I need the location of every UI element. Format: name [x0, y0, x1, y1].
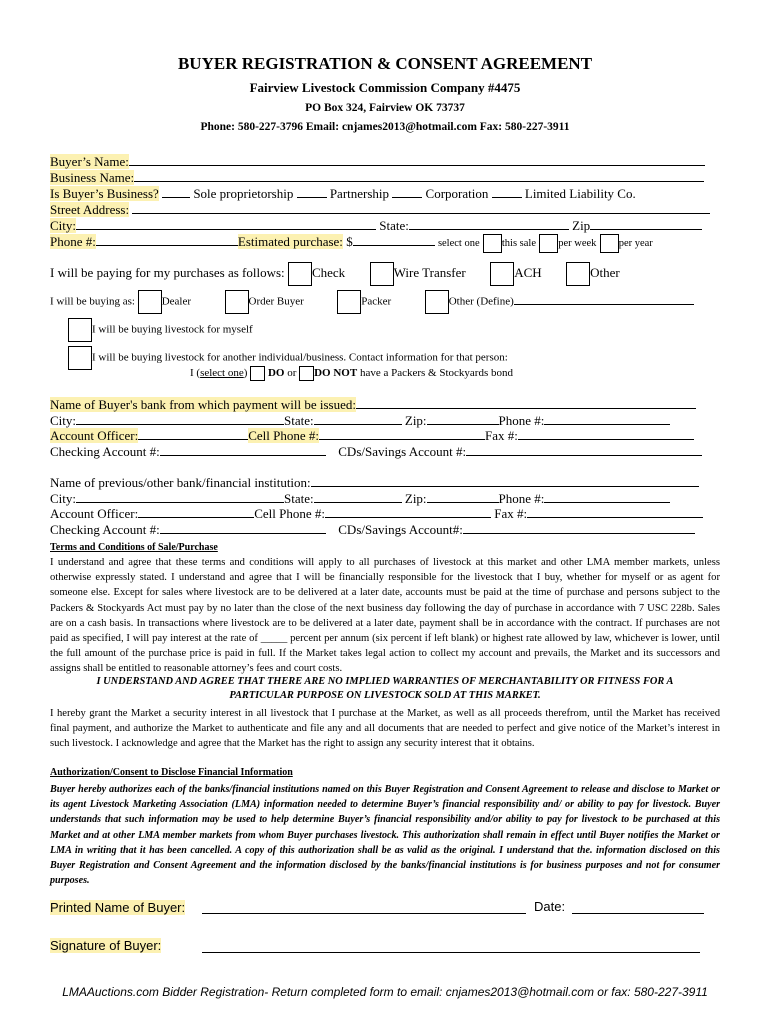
this-sale-label: this sale — [501, 238, 536, 249]
buying-as-label: I will be buying as: — [50, 295, 135, 308]
dealer-label: Dealer — [161, 295, 191, 308]
street-label: Street Address: — [50, 202, 130, 217]
signature-field[interactable] — [202, 939, 700, 953]
bank2-cell-field[interactable] — [325, 505, 491, 518]
bond-do-not-label: DO NOT — [314, 367, 358, 380]
bond-do-not-checkbox[interactable] — [299, 366, 314, 381]
warranty-line-1 — [0, 676, 770, 687]
another-label: I will be buying livestock for another individual/business. Contact information for that person: — [92, 351, 508, 364]
ach-checkbox[interactable] — [490, 262, 514, 286]
street-field[interactable] — [132, 201, 710, 214]
estimated-purchase-label: Estimated purchase: — [237, 234, 343, 249]
bank1-cell-label: Cell Phone #: — [248, 428, 319, 443]
phone-row — [50, 233, 653, 253]
bank2-city-label: City: — [50, 491, 77, 506]
auth-heading: Authorization/Consent to Disclose Financial Information — [50, 767, 293, 778]
other-define-checkbox[interactable] — [425, 290, 449, 314]
packer-label: Packer — [361, 295, 392, 308]
bank1-phone-label: Phone #: — [498, 413, 545, 428]
bond-prefix: I ( — [190, 367, 201, 380]
myself-row — [68, 318, 253, 342]
bank1-name-label: Name of Buyer's bank from which payment will be issued: — [50, 397, 356, 412]
business-type-blank-partnership[interactable] — [297, 185, 327, 198]
bank2-fax-field[interactable] — [527, 505, 703, 518]
other-payment-checkbox[interactable] — [566, 262, 590, 286]
bank1-cds-field[interactable] — [466, 443, 702, 456]
select-one-label: select one — [437, 238, 480, 249]
business-name-field[interactable] — [134, 169, 704, 182]
bank2-checking-label: Checking Account #: — [50, 522, 160, 537]
zip-label: Zip — [572, 218, 591, 233]
bank2-state-label: State: — [284, 491, 314, 506]
business-name-label: Business Name: — [50, 170, 135, 185]
bank1-checking-label: Checking Account #: — [50, 444, 160, 459]
terms-paragraph-2: I hereby grant the Market a security interest in all livestock that I purchase at the Market, as well as all proceeds therefrom, until the Market has received final payment, and authorize the Market to authenticate and file any and all documents that are needed to perfect and give notice of the Market’s interest in such livestock. I acknowledge and agree that the Market has the right to assign any security interest that it obtains. — [50, 708, 720, 750]
bank2-cds-label: CDs/Savings Account#: — [338, 522, 463, 537]
zip-field[interactable] — [590, 217, 702, 230]
printed-name-row — [50, 900, 185, 915]
other-payment-label: Other — [590, 264, 620, 280]
bank2-officer-label: Account Officer: — [50, 506, 139, 521]
order-buyer-label: Order Buyer — [248, 295, 304, 308]
bank2-officer-row — [50, 505, 703, 522]
bond-row — [190, 366, 513, 381]
bank2-phone-label: Phone #: — [498, 491, 545, 506]
date-label: Date: — [534, 899, 566, 914]
buyer-name-row — [50, 153, 705, 170]
this-sale-checkbox[interactable] — [483, 234, 502, 253]
packer-checkbox[interactable] — [337, 290, 361, 314]
business-type-llc: Limited Liability Co. — [524, 186, 636, 201]
city-field[interactable] — [76, 217, 376, 230]
bank2-name-field[interactable] — [311, 474, 699, 487]
bank2-checking-row — [50, 521, 695, 538]
printed-name-label: Printed Name of Buyer: — [50, 900, 186, 915]
dollar-sign: $ — [346, 234, 353, 249]
state-field[interactable] — [409, 217, 569, 230]
signature-label: Signature of Buyer: — [50, 938, 162, 953]
bank2-fax-label: Fax #: — [494, 506, 528, 521]
bank1-fax-field[interactable] — [518, 427, 694, 440]
dealer-checkbox[interactable] — [138, 290, 162, 314]
bank2-zip-label: Zip: — [404, 491, 427, 506]
street-row — [50, 201, 710, 218]
business-type-label: Is Buyer’s Business? — [50, 186, 159, 201]
check-checkbox[interactable] — [288, 262, 312, 286]
bond-do-label: DO — [267, 367, 285, 380]
bank1-phone-field[interactable] — [544, 412, 670, 425]
company-name: Fairview Livestock Commission Company #4475 — [249, 80, 521, 95]
bank2-state-field[interactable] — [314, 490, 402, 503]
bank2-phone-field[interactable] — [544, 490, 670, 503]
wire-transfer-label: Wire Transfer — [393, 264, 466, 280]
form-title: BUYER REGISTRATION & CONSENT AGREEMENT — [177, 54, 593, 73]
bank1-city-field[interactable] — [76, 412, 284, 425]
bank1-cell-field[interactable] — [319, 427, 485, 440]
bank1-cds-label: CDs/Savings Account #: — [338, 444, 467, 459]
payment-label: I will be paying for my purchases as follows: — [50, 264, 285, 280]
business-type-blank-llc[interactable] — [492, 185, 522, 198]
other-define-label: Other (Define) — [448, 295, 514, 308]
bank1-officer-row — [50, 427, 694, 444]
business-type-blank-corporation[interactable] — [392, 185, 422, 198]
bank1-checking-field[interactable] — [160, 443, 326, 456]
buyer-name-label: Buyer’s Name: — [50, 154, 129, 169]
business-type-row — [50, 185, 636, 202]
business-type-corporation: Corporation — [425, 186, 489, 201]
footer-note: LMAAuctions.com Bidder Registration- Return completed form to email: cnjames2013@hotmail.com or fax: 580-227-3911 — [62, 985, 708, 999]
bond-suffix: ) — [243, 367, 248, 380]
company-contact: Phone: 580-227-3796 Email: cnjames2013@hotmail.com Fax: 580-227-3911 — [200, 121, 570, 133]
bank1-zip-field[interactable] — [427, 412, 499, 425]
bank2-zip-field[interactable] — [427, 490, 499, 503]
bank1-name-field[interactable] — [356, 396, 696, 409]
warranty-text-1: I UNDERSTAND AND AGREE THAT THERE ARE NO IMPLIED WARRANTIES OF MERCHANTABILITY OR FITNESS FOR A — [96, 676, 674, 687]
state-label: State: — [379, 218, 409, 233]
business-type-blank-sole[interactable] — [162, 185, 190, 198]
city-label: City: — [50, 218, 77, 233]
bank1-city-label: City: — [50, 413, 77, 428]
bank1-officer-field[interactable] — [138, 427, 248, 440]
order-buyer-checkbox[interactable] — [225, 290, 249, 314]
warranty-line-2 — [0, 690, 770, 701]
printed-name-field[interactable] — [202, 900, 526, 914]
buyer-name-field[interactable] — [129, 153, 705, 166]
another-checkbox[interactable] — [68, 346, 92, 370]
bank1-checking-row — [50, 443, 702, 460]
per-week-checkbox[interactable] — [539, 234, 558, 253]
bank1-officer-label: Account Officer: — [50, 428, 139, 443]
bank1-zip-label: Zip: — [404, 413, 427, 428]
bank1-state-label: State: — [284, 413, 314, 428]
other-define-field[interactable] — [514, 292, 694, 305]
estimated-purchase-field[interactable] — [353, 233, 435, 246]
ach-label: ACH — [514, 264, 542, 280]
phone-label: Phone #: — [50, 234, 96, 249]
signature-row — [50, 938, 161, 953]
per-year-checkbox[interactable] — [600, 234, 619, 253]
bank1-fax-label: Fax #: — [484, 428, 518, 443]
myself-label: I will be buying livestock for myself — [92, 323, 253, 336]
bond-or: or — [287, 367, 297, 380]
auth-paragraph: Buyer hereby authorizes each of the banks/financial institutions named on this Buyer Registration and Consent Agreement to release and disclose to Market or its agent Livestock Marketing Association (LMA) information needed to determine Buyer’s financial responsibility and/ or ability to pay for livestock. Buyer understands that such information may be used to help determine Buyer’s financial responsibility and/or ability to pay for livestock to be purchased at this Market and at other LMA member markets from whom Buyer purchases livestock. This authorization shall remain in effect until Buyer notifies the Market or LMA in writing that it has been cancelled. A copy of this authorization shall be as valid as the original. I understand that the. information disclosed on this Buyer Registration and Consent Agreement and the information disclosed by the banks/financial institutions is for business purposes and not for consumer purposes. — [50, 784, 720, 887]
terms-heading: Terms and Conditions of Sale/Purchase — [50, 542, 218, 553]
company-address: PO Box 324, Fairview OK 73737 — [305, 102, 465, 114]
business-type-sole: Sole proprietorship — [193, 186, 294, 201]
date-field[interactable] — [572, 900, 704, 914]
bank2-cds-field[interactable] — [463, 521, 695, 534]
wire-transfer-checkbox[interactable] — [370, 262, 394, 286]
phone-field[interactable] — [96, 233, 238, 246]
bond-rest: have a Packers & Stockyards bond — [359, 367, 513, 380]
per-year-label: per year — [618, 238, 653, 249]
buying-as-row — [50, 290, 694, 314]
bank2-checking-field[interactable] — [160, 521, 326, 534]
city-row — [50, 217, 702, 234]
bank2-officer-field[interactable] — [138, 505, 254, 518]
payment-row — [50, 262, 620, 286]
bank2-cell-label: Cell Phone #: — [254, 506, 325, 521]
per-week-label: per week — [558, 238, 597, 249]
bank2-city-field[interactable] — [76, 490, 284, 503]
business-name-row — [50, 169, 704, 186]
check-label: Check — [311, 264, 346, 280]
terms-paragraph-1: I understand and agree that these terms and conditions will apply to all purchases of livestock at this market and other LMA member markets, unless otherwise expressly stated. I understand and agree that I will be financially responsible for the livestock that I buy, whether for myself or as agent for someone else. Except for sales where livestock are to be delivered at a later date, accounts must be paid at the time of purchase and persons subject to the Packers & Stockyards Act must pay by no later than the close of the next business day following the day of purchase in accordance with 7 USC 228b. Sales are on a cash basis. In transactions where livestock are to be delivered at a later date, payment shall be in accordance with the contract. If purchases are not paid as specified, I will pay interest at the rate of _____ percent per annum (six percent if left blank) or highest rate allowed by law, whichever is lower, until the full amount of the purchase price is paid in full. If the Market takes legal action to collect my account and prevails, the Market and its successors and assigns shall be entitled to reasonable attorney’s fees and court costs. — [50, 557, 720, 675]
bond-select-one: select one — [200, 367, 244, 380]
bond-do-checkbox[interactable] — [250, 366, 265, 381]
bank2-name-label: Name of previous/other bank/financial institution: — [50, 475, 311, 490]
business-type-partnership: Partnership — [329, 186, 390, 201]
bank1-state-field[interactable] — [314, 412, 402, 425]
bank1-name-row — [50, 396, 696, 413]
warranty-text-2: PARTICULAR PURPOSE ON LIVESTOCK SOLD AT THIS MARKET. — [229, 690, 541, 701]
bank2-name-row — [50, 474, 699, 491]
myself-checkbox[interactable] — [68, 318, 92, 342]
